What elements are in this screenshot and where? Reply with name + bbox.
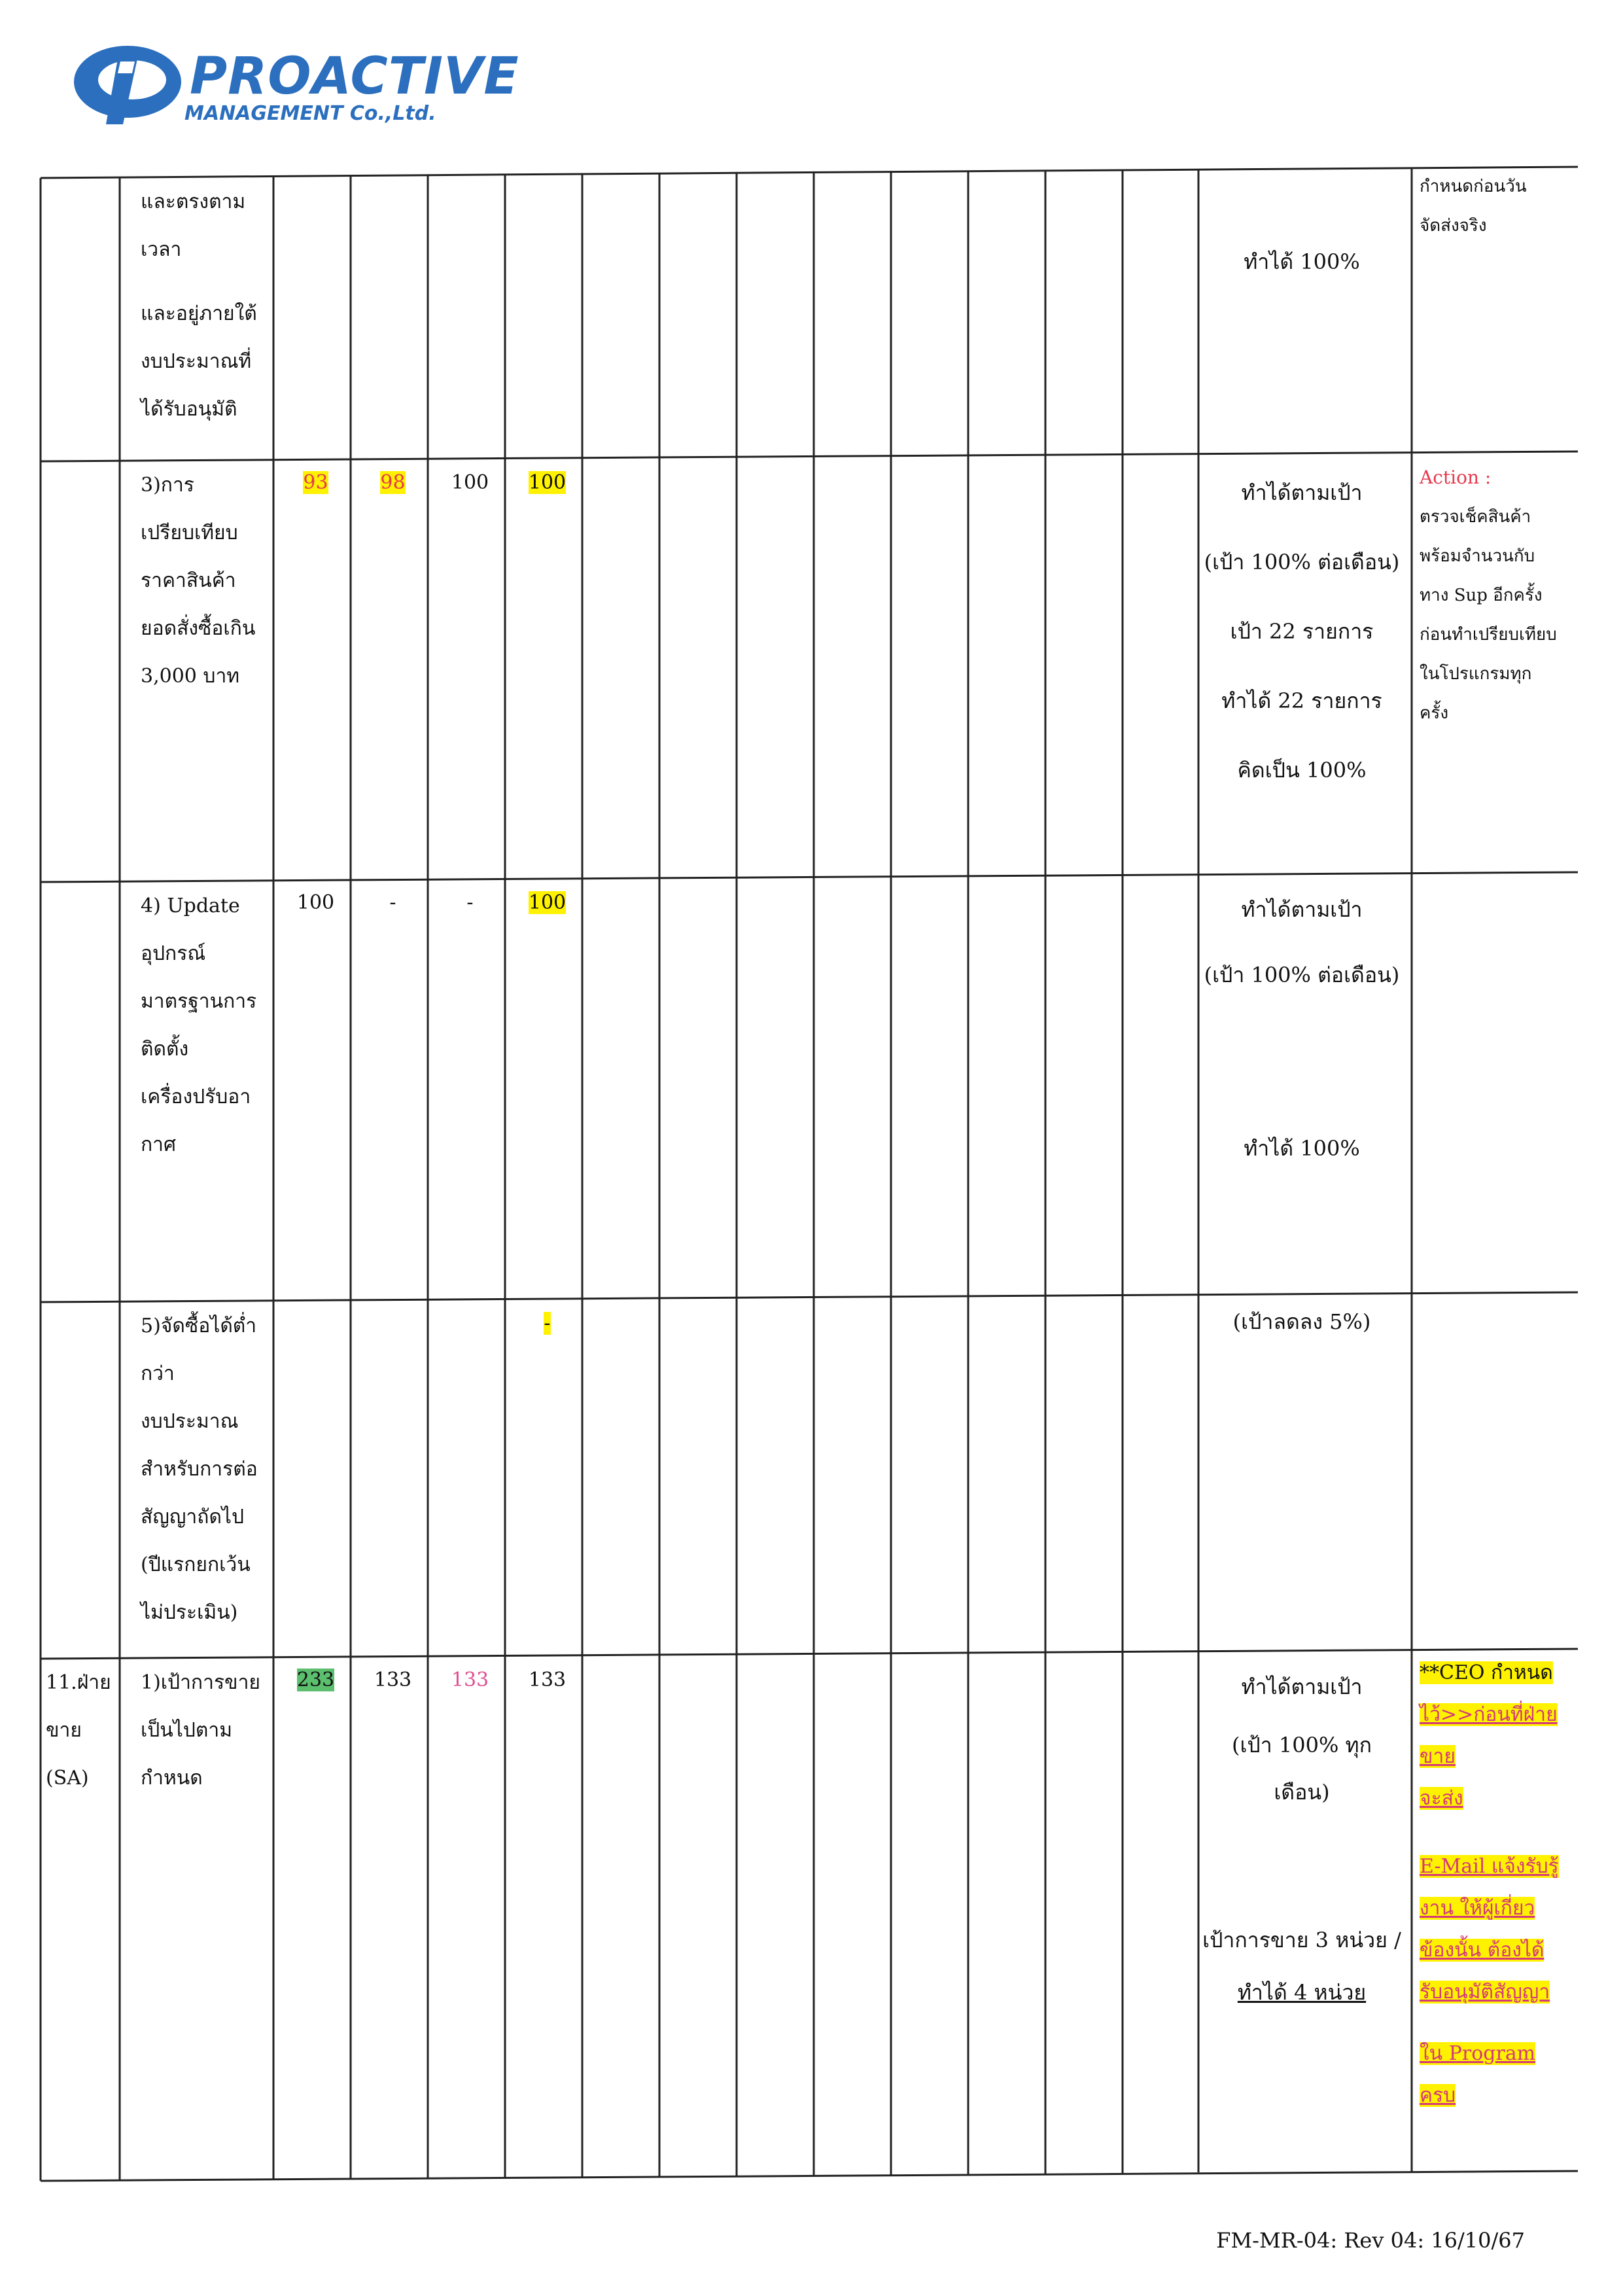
row3-value-4: [513, 1312, 582, 1335]
value-text: -: [466, 891, 474, 914]
value-text: 100: [528, 471, 567, 494]
topic-line: กว่า: [141, 1362, 175, 1385]
note-line: ในโปรแกรมทุก: [1420, 664, 1532, 684]
note-line: Action :: [1420, 467, 1492, 488]
note-line: รับอนุมัติสัญญา: [1420, 1981, 1550, 2004]
result-line: เป้า 22 รายการ: [1230, 619, 1374, 644]
value-text: 233: [296, 1669, 335, 1691]
row4-note: [1420, 1652, 1577, 2117]
topic-line: สำหรับการต่อ: [141, 1458, 258, 1481]
row0-note: [1420, 167, 1577, 245]
value-text: 100: [528, 891, 567, 914]
row4-value-1: [281, 1669, 350, 1691]
result-line: (เป้า 100% ทุก: [1232, 1733, 1372, 1757]
topic-line: กำหนด: [141, 1767, 203, 1790]
value-text: -: [544, 1312, 551, 1335]
row4-value-3: [436, 1669, 504, 1691]
row1-value-3: [436, 471, 504, 494]
row4-value-4: [513, 1669, 582, 1691]
note-line: ไว้>>ก่อนที่ฝ่าย: [1420, 1703, 1558, 1726]
topic-line: 3,000 บาท: [141, 665, 240, 688]
topic-line: ได้รับอนุมัติ: [141, 398, 237, 421]
value-text: 98: [380, 471, 406, 494]
note-line: ข้องนั้น ต้องได้: [1420, 1939, 1544, 1962]
value-text: 93: [303, 471, 328, 494]
row1-value-4: [513, 471, 582, 494]
result-line: (เป้าลดลง 5%): [1232, 1309, 1371, 1334]
note-line: กำหนดก่อนวัน: [1420, 177, 1527, 196]
note-line: จะส่ง: [1420, 1787, 1463, 1810]
topic-line: งบประมาณที่: [141, 350, 252, 373]
topic-line: 4) Update: [141, 894, 240, 917]
topic-line: มาตรฐานการ: [141, 990, 257, 1013]
topic-line: เครื่องปรับอา: [141, 1086, 251, 1108]
row1-topic: [141, 461, 271, 700]
topic-line: ราคาสินค้า: [141, 569, 236, 592]
row3-topic: [141, 1302, 271, 1636]
note-line: ใน Program: [1420, 2042, 1536, 2065]
note-line: ตรวจเช็คสินค้า: [1420, 507, 1531, 527]
topic-line: และตรงตาม: [141, 190, 246, 213]
note-line: E-Mail แจ้งรับรู้: [1420, 1855, 1559, 1878]
row2-value-3: [436, 891, 504, 914]
result-line: ทำได้ตามเป้า: [1241, 1674, 1363, 1699]
result-line: ทำได้ 100%: [1244, 249, 1360, 274]
topic-line: และอยู่ภายใต้: [141, 302, 257, 325]
note-line: ก่อนทำเปรียบเทียบ: [1420, 625, 1557, 645]
value-text: 133: [528, 1669, 567, 1691]
row2-topic: [141, 882, 271, 1169]
note-line: พร้อมจำนวนกับ: [1420, 546, 1535, 566]
result-line: ทำได้ตามเป้า: [1241, 897, 1363, 922]
row2-result: [1197, 877, 1406, 1181]
row4-department: [46, 1659, 118, 1802]
topic-line: กาศ: [141, 1133, 177, 1156]
topic-line: สัญญาถัดไป: [141, 1506, 245, 1528]
row0-topic: [141, 178, 271, 433]
row2-value-1: [281, 891, 350, 914]
row3-result: [1197, 1299, 1406, 1345]
note-line: งาน ให้ผู้เกี่ยว: [1420, 1897, 1535, 1920]
topic-line: ติดตั้ง: [141, 1038, 189, 1061]
row2-value-2: [358, 891, 427, 914]
topic-line: เวลา: [141, 238, 182, 261]
row2-value-4: [513, 891, 582, 914]
result-line: เดือน): [1274, 1780, 1330, 1805]
topic-line: (ปีแรกยกเว้น: [141, 1553, 251, 1576]
logo-subtitle: MANAGEMENT Co.,Ltd.: [184, 102, 436, 125]
value-text: -: [389, 891, 396, 914]
row4-topic: [141, 1659, 271, 1802]
topic-line: ยอดสั่งซื้อเกิน: [141, 617, 256, 640]
result-line: ทำได้ 100%: [1244, 1136, 1360, 1161]
topic-line: งบประมาณ: [141, 1410, 239, 1433]
result-line: เป้าการขาย 3 หน่วย /: [1202, 1928, 1401, 1952]
note-line: ครบ: [1420, 2084, 1456, 2107]
logo-name: PROACTIVE: [190, 47, 519, 106]
topic-line: เป็นไปตาม: [141, 1719, 233, 1742]
note-line: ทาง Sup อีกครั้ง: [1420, 586, 1543, 605]
dept-line: ขาย: [46, 1719, 82, 1742]
topic-line: ไม่ประเมิน): [141, 1601, 238, 1624]
result-line: ทำได้ 4 หน่วย: [1237, 1980, 1367, 2005]
value-text: 100: [296, 891, 335, 914]
topic-line: อุปกรณ์: [141, 942, 206, 965]
topic-line: 1)เป้าการขาย: [141, 1671, 260, 1694]
row4-result: [1197, 1652, 1406, 2012]
result-line: (เป้า 100% ต่อเดือน): [1204, 963, 1400, 987]
dept-line: (SA): [46, 1767, 89, 1790]
value-text: 133: [451, 1669, 489, 1691]
row1-note: [1420, 458, 1577, 733]
topic-line: 3)การ: [141, 474, 194, 497]
value-text: 100: [451, 471, 489, 494]
note-line: **CEO กำหนด: [1420, 1661, 1553, 1684]
note-line: จัดส่งจริง: [1420, 216, 1487, 236]
row1-result: [1197, 458, 1406, 805]
topic-line: เปรียบเทียบ: [141, 521, 238, 544]
dept-line: 11.ฝ่าย: [46, 1671, 111, 1694]
topic-line: 5)จัดซื้อได้ต่ำ: [141, 1315, 257, 1337]
row1-value-2: [358, 471, 427, 494]
result-line: ทำได้ 22 รายการ: [1221, 688, 1382, 713]
note-line: ครั้ง: [1420, 703, 1449, 723]
result-line: ทำได้ตามเป้า: [1241, 480, 1363, 505]
row4-value-2: [358, 1669, 427, 1691]
value-text: 133: [374, 1669, 412, 1691]
result-line: (เป้า 100% ต่อเดือน): [1204, 550, 1400, 574]
row0-result: [1197, 245, 1406, 279]
note-line: ขาย: [1420, 1745, 1456, 1768]
form-code: FM-MR-04: Rev 04: 16/10/67: [1216, 2228, 1525, 2253]
row1-value-1: [281, 471, 350, 494]
result-line: คิดเป็น 100%: [1237, 758, 1367, 783]
